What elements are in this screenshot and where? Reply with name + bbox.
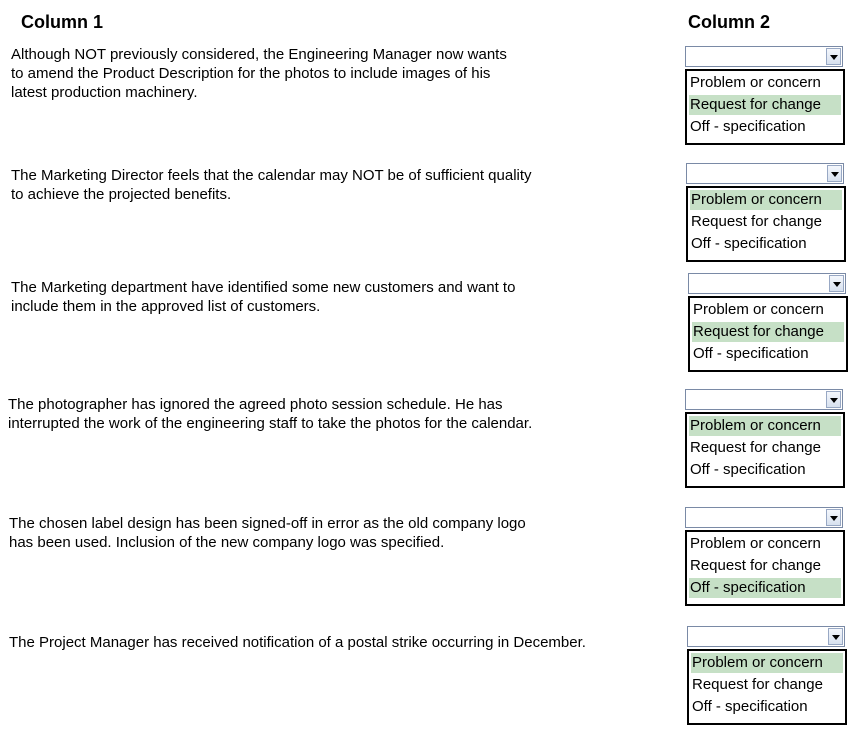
answer-options-list-6 xyxy=(687,649,847,725)
chevron-down-icon[interactable] xyxy=(828,628,843,645)
question-text-3: The Marketing department have identified some new customers and want to include them in the approved list of customers. xyxy=(11,279,516,315)
option-off-specification[interactable]: Off - specification xyxy=(690,118,806,135)
chevron-down-icon[interactable] xyxy=(826,48,841,65)
answer-options-list-2 xyxy=(686,186,846,262)
option-off-specification[interactable]: Off - specification xyxy=(689,578,841,598)
answer-dropdown-1[interactable] xyxy=(685,46,843,67)
option-problem-or-concern[interactable]: Problem or concern xyxy=(689,416,841,436)
answer-dropdown-3[interactable] xyxy=(688,273,846,294)
chevron-down-icon[interactable] xyxy=(826,509,841,526)
answer-dropdown-6[interactable] xyxy=(687,626,845,647)
option-off-specification[interactable]: Off - specification xyxy=(690,461,806,478)
option-request-for-change[interactable]: Request for change xyxy=(691,213,822,230)
question-text-4: The photographer has ignored the agreed photo session schedule. He has interrupted the work of the engineering staff to take the photos for the calendar. xyxy=(8,396,533,432)
question-text-6: The Project Manager has received notification of a postal strike occurring in December. xyxy=(9,634,586,651)
answer-options-list-3 xyxy=(688,296,848,372)
option-off-specification[interactable]: Off - specification xyxy=(691,235,807,252)
option-problem-or-concern[interactable]: Problem or concern xyxy=(690,535,821,552)
answer-dropdown-5[interactable] xyxy=(685,507,843,528)
answer-options-list-5 xyxy=(685,530,845,606)
question-text-2: The Marketing Director feels that the calendar may NOT be of sufficient quality to achieve the projected benefits. xyxy=(11,167,532,203)
question-text-5: The chosen label design has been signed-off in error as the old company logo has been used. Inclusion of the new company logo was specified. xyxy=(9,515,526,551)
chevron-down-icon[interactable] xyxy=(827,165,842,182)
option-request-for-change[interactable]: Request for change xyxy=(692,676,823,693)
answer-dropdown-2[interactable] xyxy=(686,163,844,184)
option-off-specification[interactable]: Off - specification xyxy=(693,345,809,362)
option-problem-or-concern[interactable]: Problem or concern xyxy=(690,190,842,210)
column1-header: Column 1 xyxy=(21,12,104,32)
answer-dropdown-4[interactable] xyxy=(685,389,843,410)
option-request-for-change[interactable]: Request for change xyxy=(692,322,844,342)
chevron-down-icon[interactable] xyxy=(829,275,844,292)
option-request-for-change[interactable]: Request for change xyxy=(690,557,821,574)
column2-header: Column 2 xyxy=(688,12,771,32)
option-problem-or-concern[interactable]: Problem or concern xyxy=(693,301,824,318)
answer-options-list-4 xyxy=(685,412,845,488)
chevron-down-icon[interactable] xyxy=(826,391,841,408)
option-request-for-change[interactable]: Request for change xyxy=(689,95,841,115)
option-request-for-change[interactable]: Request for change xyxy=(690,439,821,456)
option-problem-or-concern[interactable]: Problem or concern xyxy=(690,74,821,91)
question-text-1: Although NOT previously considered, the Engineering Manager now wants to amend the Product Description for the photos to include images of his latest production machinery. xyxy=(11,46,507,101)
answer-options-list-1 xyxy=(685,69,845,145)
option-problem-or-concern[interactable]: Problem or concern xyxy=(691,653,843,673)
option-off-specification[interactable]: Off - specification xyxy=(692,698,808,715)
